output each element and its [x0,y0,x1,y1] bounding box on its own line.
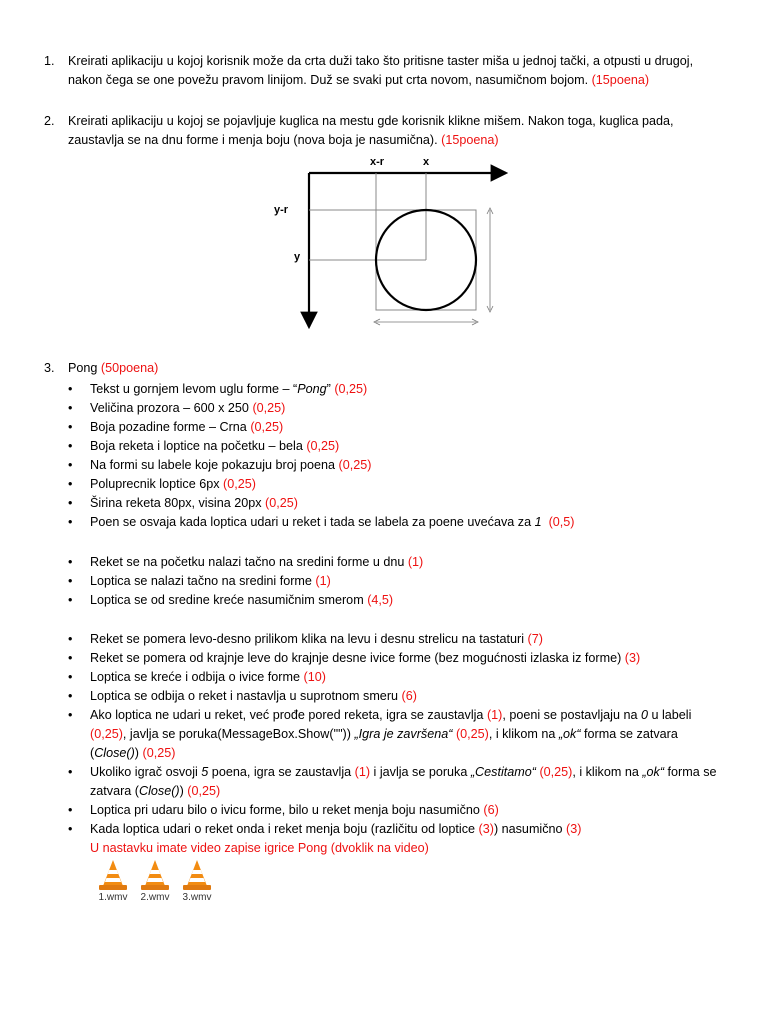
list-item: • Loptica se odbija o reket i nastavlja u suprotnom smeru (6) [68,687,728,706]
list-item: • Reket se pomera levo-desno prilikom klika na levu i desnu strelicu na tastaturi (7) [68,630,728,649]
list-item: • Loptica se od sredine kreće nasumičnim smerom (4,5) [68,591,728,610]
attachment-filename: 2.wmv [140,892,170,903]
task-3-heading [68,359,728,378]
list-item: • Ako loptica ne udari u reket, već prođe pored reketa, igra se zaustavlja (1), poeni se postavljaju na 0 u labeli (0,25), javlja se poruka(MessageBox.Show("")) „Igra je završena“ (0,25), i klikom na „ok“ forma se zatvara (Close()) (0,25) [68,706,728,763]
requirements-list-basic [68,380,728,532]
list-item: • Ukoliko igrač osvoji 5 poena, igra se zaustavlja (1) i javlja se poruka „Cestitamo“ (0,25), i klikom na „ok“ forma se zatvara (Close()) (0,25) [68,763,728,801]
requirements-list-gameplay [68,630,728,858]
list-item: • Tekst u gornjem levom uglu forme – “Pong” (0,25) [68,380,728,399]
task-1 [68,52,718,90]
list-item: • Loptica se nalazi tačno na sredini forme (1) [68,572,728,591]
video-attachment-1[interactable] [94,858,132,908]
video-attachment-2[interactable] [136,858,174,908]
vlc-cone-icon [138,858,172,892]
task-2 [68,112,718,150]
task-2-number: 2. [44,114,55,128]
list-item: • Boja pozadine forme – Crna (0,25) [68,418,728,437]
list-item: • Reket se pomera od krajnje leve do krajnje desne ivice forme (bez mogućnosti izlaska iz forme) (3) [68,649,728,668]
task-1-number: 1. [44,54,55,68]
attachment-filename: 3.wmv [182,892,212,903]
list-item: • Loptica se kreće i odbija o ivice forme (10) [68,668,728,687]
list-item: • Reket se na početku nalazi tačno na sredini forme u dnu (1) [68,553,728,572]
list-item: • Boja reketa i loptice na početku – bela (0,25) [68,437,728,456]
task-3-points: (50poena) [100,361,159,375]
circle-coordinates-diagram [268,152,518,334]
list-item: • Poluprecnik loptice 6px (0,25) [68,475,728,494]
label-x: x [423,156,430,168]
list-item: • Kada loptica udari o reket onda i reket menja boju (različitu od loptice (3)) nasumično (3) U nastavku imate video zapise igrice Pong (dvoklik na video) [68,820,728,858]
video-attachment-3[interactable] [178,858,216,908]
label-y: y [294,251,301,263]
task-3-number: 3. [44,361,55,375]
list-item: • Poen se osvaja kada loptica udari u reket i tada se labela za poene uvećava za 1 (0,5) [68,513,728,532]
task-3-title: Pong [68,361,98,375]
task-2-points: (15poena) [441,133,499,147]
list-item: • Loptica pri udaru bilo o ivicu forme, bilo u reket menja boju nasumično (6) [68,801,728,820]
video-attachments [94,858,224,908]
label-y-minus-r: y-r [274,204,289,216]
list-item: • Na formi su labele koje pokazuju broj poena (0,25) [68,456,728,475]
video-note: U nastavku imate video zapise igrice Pong (dvoklik na video) [90,841,429,855]
attachment-filename: 1.wmv [98,892,128,903]
list-item: • Širina reketa 80px, visina 20px (0,25) [68,494,728,513]
vlc-cone-icon [96,858,130,892]
requirements-list-positions [68,553,728,610]
task-2-text: Kreirati aplikaciju u kojoj se pojavljuje kuglica na mestu gde korisnik klikne mišem. Nakon toga, kuglica pada, zaustavlja se na dnu forme i menja boju (nova boja je nasumična). [68,114,674,147]
vlc-cone-icon [180,858,214,892]
label-x-minus-r: x-r [370,156,385,168]
task-1-points: (15poena) [591,73,650,87]
task-1-text: Kreirati aplikaciju u kojoj korisnik može da crta duži tako što pritisne taster miša u jednoj tački, a otpusti u drugoj, nakon čega se one povežu pravom linijom. Duž se svaki put crta novom, nasumičnom bojom. [68,54,694,87]
list-item: • Veličina prozora – 600 x 250 (0,25) [68,399,728,418]
